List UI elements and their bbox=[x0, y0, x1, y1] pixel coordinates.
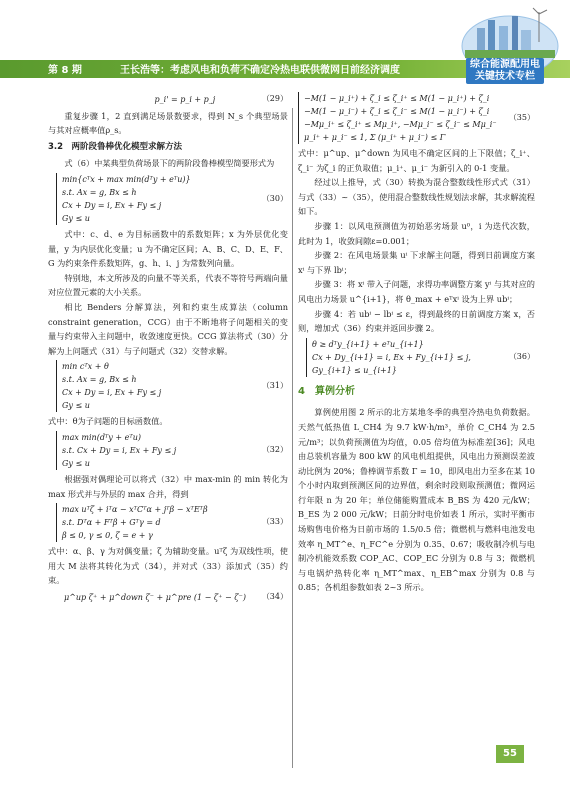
equation-line: min cᵀx + θ bbox=[62, 362, 109, 372]
equation-line: min{cᵀx + max min(dᵀy + eᵀu)} bbox=[62, 174, 191, 184]
equation-line: −M(1 − μ_i⁺) + ζ_i ≤ ζ_i⁺ ≤ M(1 − μ_i⁺) + ζ_i bbox=[304, 94, 490, 103]
equation-33-body bbox=[56, 503, 208, 542]
left-column bbox=[48, 90, 288, 606]
paragraph: 式中：θ为子问题的目标函数值。 bbox=[48, 416, 168, 427]
paragraph: 步骤 4：若 ubⁱ − lbⁱ ≤ ε，得到最终的日前调度方案 x，否则，增加式（36）约束并返回步骤 2。 bbox=[298, 308, 535, 334]
paragraph: 重复步骤 1，2 直到满足场景数要求，得到 N_s 个典型场景与其对应概率值ρ_s。 bbox=[48, 110, 288, 136]
equation-number: （29） bbox=[261, 94, 288, 103]
equation-line: −Mμ_i⁺ ≤ ζ_i⁺ ≤ Mμ_i⁺, −Mμ_i⁻ ≤ ζ_i⁻ ≤ Mμ_i⁻ bbox=[304, 120, 497, 129]
equation-line: −M(1 − μ_i⁻) + ζ_i ≤ ζ_i⁻ ≤ M(1 − μ_i⁻) + ζ_i bbox=[304, 107, 490, 116]
equation-line: s.t. Ax = g, Bx ≤ h bbox=[62, 187, 137, 197]
equation-line: Gy ≤ u bbox=[62, 401, 90, 411]
paragraph: 特别地，本文所涉及的向量不等关系，代表不等符号两端向量对应位置元素的大小关系。 bbox=[48, 272, 288, 298]
paragraph: 步骤 3：将 xⁱ 带入子问题，求得功率调整方案 yⁱ 与其对应的风电出力场景 u^{i+1}，将 θ_max + eᵀxⁱ 设为上界 ubⁱ； bbox=[298, 279, 535, 304]
paragraph: 步骤 1：以风电预测值为初始恶劣场景 u⁰，i 为迭代次数，此时为 1，收敛间隙ε=0.001； bbox=[298, 220, 535, 246]
equation-34 bbox=[48, 590, 288, 605]
page-number: 55 bbox=[496, 745, 524, 763]
equation-number: （31） bbox=[261, 381, 288, 391]
issue-label: 第 8 期 bbox=[48, 65, 82, 76]
column-title-line-1: 综合能源配用电 bbox=[470, 59, 540, 70]
equation-35 bbox=[298, 92, 535, 144]
equation-line: s.t. Cx + Dy = i, Ex + Fy ≤ j bbox=[62, 445, 177, 455]
equation-line: max min(dᵀy + eᵀu) bbox=[62, 432, 141, 442]
paragraph: 式中：c、d、e 为目标函数中的系数矩阵；x 为外层优化变量，y 为内层优化变量；u 为不确定区间；A、B、C、D、E、F、G 为约束条件系数矩阵，g、h、i、j 为常数列向量。 bbox=[48, 228, 288, 269]
equation-number: （30） bbox=[261, 193, 288, 203]
equation-line: s.t. Dᵀα + Fᵀβ + Gᵀγ = d bbox=[62, 518, 161, 528]
equation-line: θ ≥ dᵀy_{i+1} + eᵀu_{i+1} bbox=[312, 339, 424, 349]
equation-number: （36） bbox=[508, 351, 535, 361]
equation-29-body: p_i' = p_i + p_j bbox=[154, 94, 216, 104]
section-heading: 3.2 两阶段鲁棒优化模型求解方法 bbox=[48, 141, 183, 152]
equation-line: Gy ≤ u bbox=[62, 458, 90, 468]
equation-35-body bbox=[298, 92, 497, 144]
equation-32-body bbox=[56, 431, 176, 470]
equation-line: Cx + Dy = i, Ex + Fy ≤ j bbox=[62, 200, 162, 210]
column-divider bbox=[292, 108, 293, 768]
paragraph: 式中：μ^up、μ^down 为风电不确定区间的上下限值；ζ_i⁺、ζ_i⁻ 为ζ_i 的正负取值；μ_i⁺、μ_i⁻ 为新引入的 0-1 变量。 bbox=[298, 148, 535, 173]
page-header bbox=[0, 0, 570, 80]
equation-36-body bbox=[306, 338, 509, 377]
equation-line: Cx + Dy_{i+1} = i, Ex + Fy_{i+1} ≤ j, Gy_{i+1} ≤ u_{i+1} bbox=[312, 352, 471, 375]
right-column bbox=[298, 90, 535, 595]
paragraph: 根据强对偶理论可以将式（32）中 max-min 的 min 转化为 max 形式并与外层的 max 合并，得到 bbox=[48, 473, 288, 499]
paragraph: 式中：α、β、γ 为对偶变量；ζ 为辅助变量。uᵀζ 为双线性项，使用大 M 法将其转化为式（34），并对式（33）添加式（35）约束。 bbox=[48, 546, 288, 586]
equation-29 bbox=[48, 92, 288, 107]
equation-number: （34） bbox=[261, 591, 288, 601]
equation-line: μ_i⁺ + μ_i⁻ ≤ 1, Σ (μ_i⁺ + μ_i⁻) ≤ Γ bbox=[304, 133, 446, 142]
equation-line: Gy ≤ u bbox=[62, 213, 90, 223]
equation-31-body bbox=[56, 360, 161, 412]
equation-line: Cx + Dy = i, Ex + Fy ≤ j bbox=[62, 388, 162, 398]
equation-31 bbox=[48, 360, 288, 412]
equation-33 bbox=[48, 503, 288, 542]
column-title-line-2: 关键技术专栏 bbox=[475, 71, 535, 82]
paragraph: 式（6）中某典型负荷场景下的两阶段鲁棒模型简要形式为 bbox=[64, 158, 275, 169]
equation-line: β ≤ 0, γ ≤ 0, ζ = e + γ bbox=[62, 531, 153, 541]
equation-36 bbox=[298, 338, 535, 377]
paragraph: 经过以上推导，式（30）转换为混合整数线性形式式（31）与式（33）~（35），使用混合整数线性规划法求解，其求解流程如下。 bbox=[298, 177, 535, 217]
equation-number: （33） bbox=[261, 517, 288, 527]
equation-number: （35） bbox=[508, 112, 535, 122]
paragraph: 算例使用图 2 所示的北方某地冬季的典型冷热电负荷数据。天然气低热值 L_CH4 为 9.7 kW·h/m³，单价 C_CH4 为 2.5 元/m³；以负荷预测值为均值，0.05 倍均值为标准差[36]；风电由总装机容量为 800 kW 的风电机组提供，风电出力预测误差波动比例为 20%；鲁棒调节系数 Γ = 10，即风电出力至多在某 10 个小时内取到预测区间的边界值，剩余时段则取预测值；微网运行年限 n 为 20 年；单位储能购置成本 B_BS 为 420 元/kW；B_ES 为 2 000 元/kW；日前分时电价如表 1 所示，实时平衡市场购售电价格为日前市场的 1.5/0.5 倍；微燃机与燃料电池发电效率 η_MT^e、η_FC^e 分别为 0.35、0.67；吸收制冷机与电制冷机能效系数 COP_AC、COP_EC 分别为 0.8 与 3；微燃机与电锅炉热转化率 η_MT^max、η_EB^max 分别为 0.8 与 0.85；各机组参数如表 2~3 所示。 bbox=[298, 407, 535, 593]
equation-line: s.t. Ax = g, Bx ≤ h bbox=[62, 375, 137, 385]
equation-34-body: μ^up ζ⁺ + μ^down ζ⁻ + μ^pre (1 − ζ⁺ − ζ⁻) bbox=[64, 592, 246, 602]
column-title-badge bbox=[466, 58, 544, 84]
equation-30-body bbox=[56, 173, 191, 225]
equation-line: max uᵀζ + iᵀα − xᵀCᵀα + jᵀβ − xᵀEᵀβ bbox=[62, 505, 208, 515]
equation-30 bbox=[48, 173, 288, 225]
paragraph: 相比 Benders 分解算法，列和约束生成算法（column constraint generation，CCG）由于不断地将子问题相关的变量与约束带入主问题中，收敛速度更快。CCG 算法将式（30）分解为上问题式（31）与子问题式（32）交替求解。 bbox=[48, 301, 288, 356]
equation-number: （32） bbox=[261, 445, 288, 455]
section-heading: 4 算例分析 bbox=[298, 385, 355, 397]
equation-32 bbox=[48, 431, 288, 470]
running-title: 王长浩等：考虑风电和负荷不确定冷热电联供微网日前经济调度 bbox=[120, 65, 400, 76]
paragraph: 步骤 2：在风电场景集 uⁱ 下求解主问题，得到日前调度方案 xⁱ 与下界 lbⁱ； bbox=[298, 250, 535, 275]
